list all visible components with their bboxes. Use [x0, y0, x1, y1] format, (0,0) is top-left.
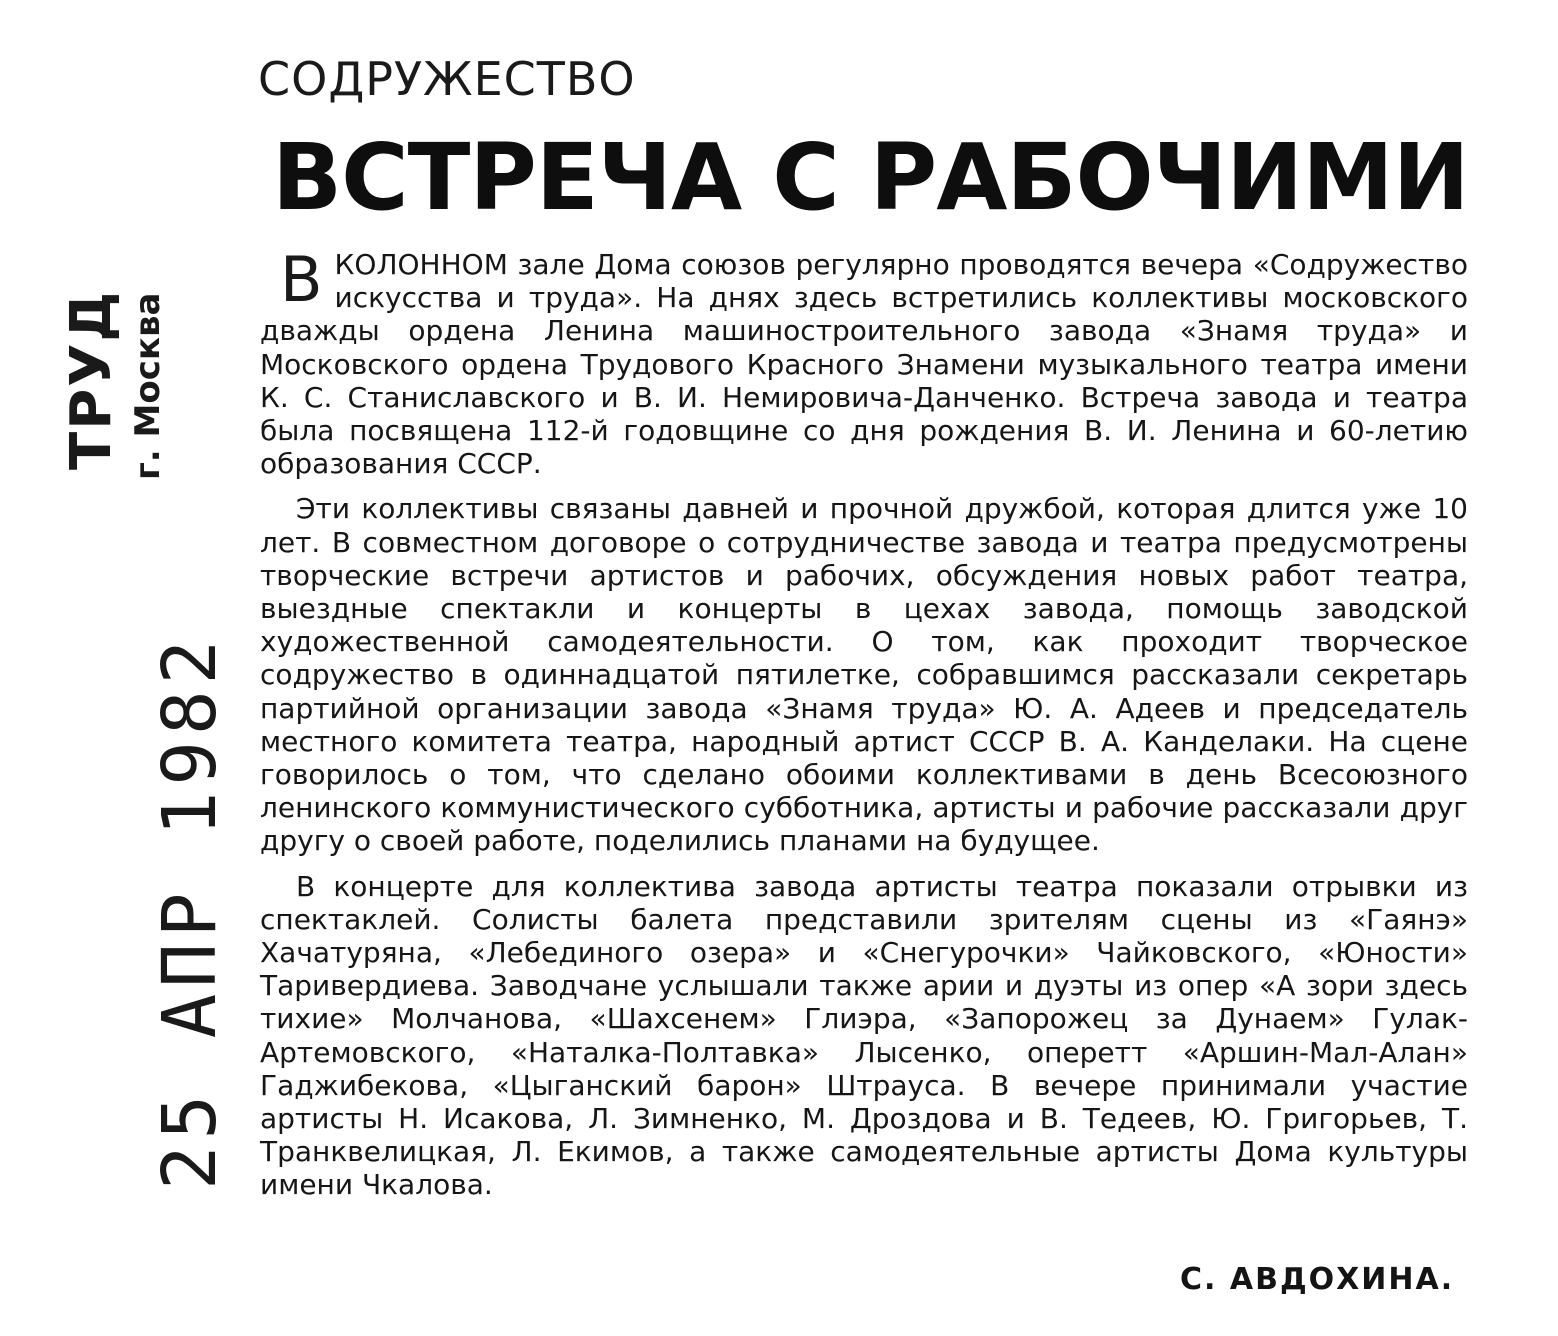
paragraph-3: В концерте для коллектива завода артисты театра показали отрывки из спектаклей. Солисты балета представили зрителям сцены из «Гаянэ» Хачатуряна, «Лебединого озера» и «Снегурочки» Чайковского, «Юности» Таривердиева. Заводчане услышали также арии и дуэты из опер «А зори здесь тихие» Молчанова, «Шахсенем» Глиэра, «Запорожец за Дунаем» Гулак-Артемовского, «Наталка-Полтавка» Лысенко, оперетт «Аршин-Мал-Алан» Гаджибекова, «Цыганский барон» Штрауса. В вечере принимали участие артисты Н. Исакова, Л. Зимненко, М. Дроздова и В. Тедеев, Ю. Григорьев, Т. Транквелицкая, Л. Екимов, а также самодеятельные артисты Дома культуры имени Чкалова. — [260, 869, 1468, 1202]
source-stamp — [59, 289, 168, 480]
paragraph-1-text: КОЛОННОМ зале Дома союзов регулярно проводятся вечера «Содружество искусства и труда». На днях здесь встретились коллективы московского дважды ордена Ленина машиностроительного завода «Знамя труда» и Московского ордена Трудового Красного Знамени музыкального театра имени К. С. Станиславского и В. И. Немировича-Данченко. Встреча завода и театра была посвящена 112-й годовщине со дня рождения В. И. Ленина и 60-летию образования СССР. — [260, 248, 1468, 481]
newspaper-name: ТРУД — [59, 289, 124, 470]
city-name: г. Москва — [128, 292, 168, 480]
paragraph-1 — [260, 243, 1468, 481]
rubric-label: СОДРУЖЕСТВО — [258, 52, 636, 106]
author-signature: С. АВДОХИНА. — [1180, 1262, 1455, 1297]
drop-cap: В — [280, 243, 323, 316]
article-headline: ВСТРЕЧА С РАБОЧИМИ — [272, 124, 1469, 231]
article-body — [260, 243, 1468, 1214]
date-stamp: 25 АПР 1982 — [147, 633, 233, 1190]
paragraph-2: Эти коллективы связаны давней и прочной дружбой, которая длится уже 10 лет. В совместном договоре о сотрудничестве завода и театра предусмотрены творческие встречи артистов и рабочих, обсуждения новых работ театра, выездные спектакли и концерты в цехах завода, помощь заводской художественной самодеятельности. О том, как проходит творческое содружество в одиннадцатой пятилетке, собравшимся рассказали секретарь партийной организации завода «Знамя труда» Ю. А. Адеев и председатель местного комитета театра, народный артист СССР В. А. Канделаки. На сцене говорилось о том, что сделано обоими коллективами в день Всесоюзного ленинского коммунистического субботника, артисты и рабочие рассказали друг другу о своей работе, поделились планами на будущее. — [260, 492, 1468, 858]
